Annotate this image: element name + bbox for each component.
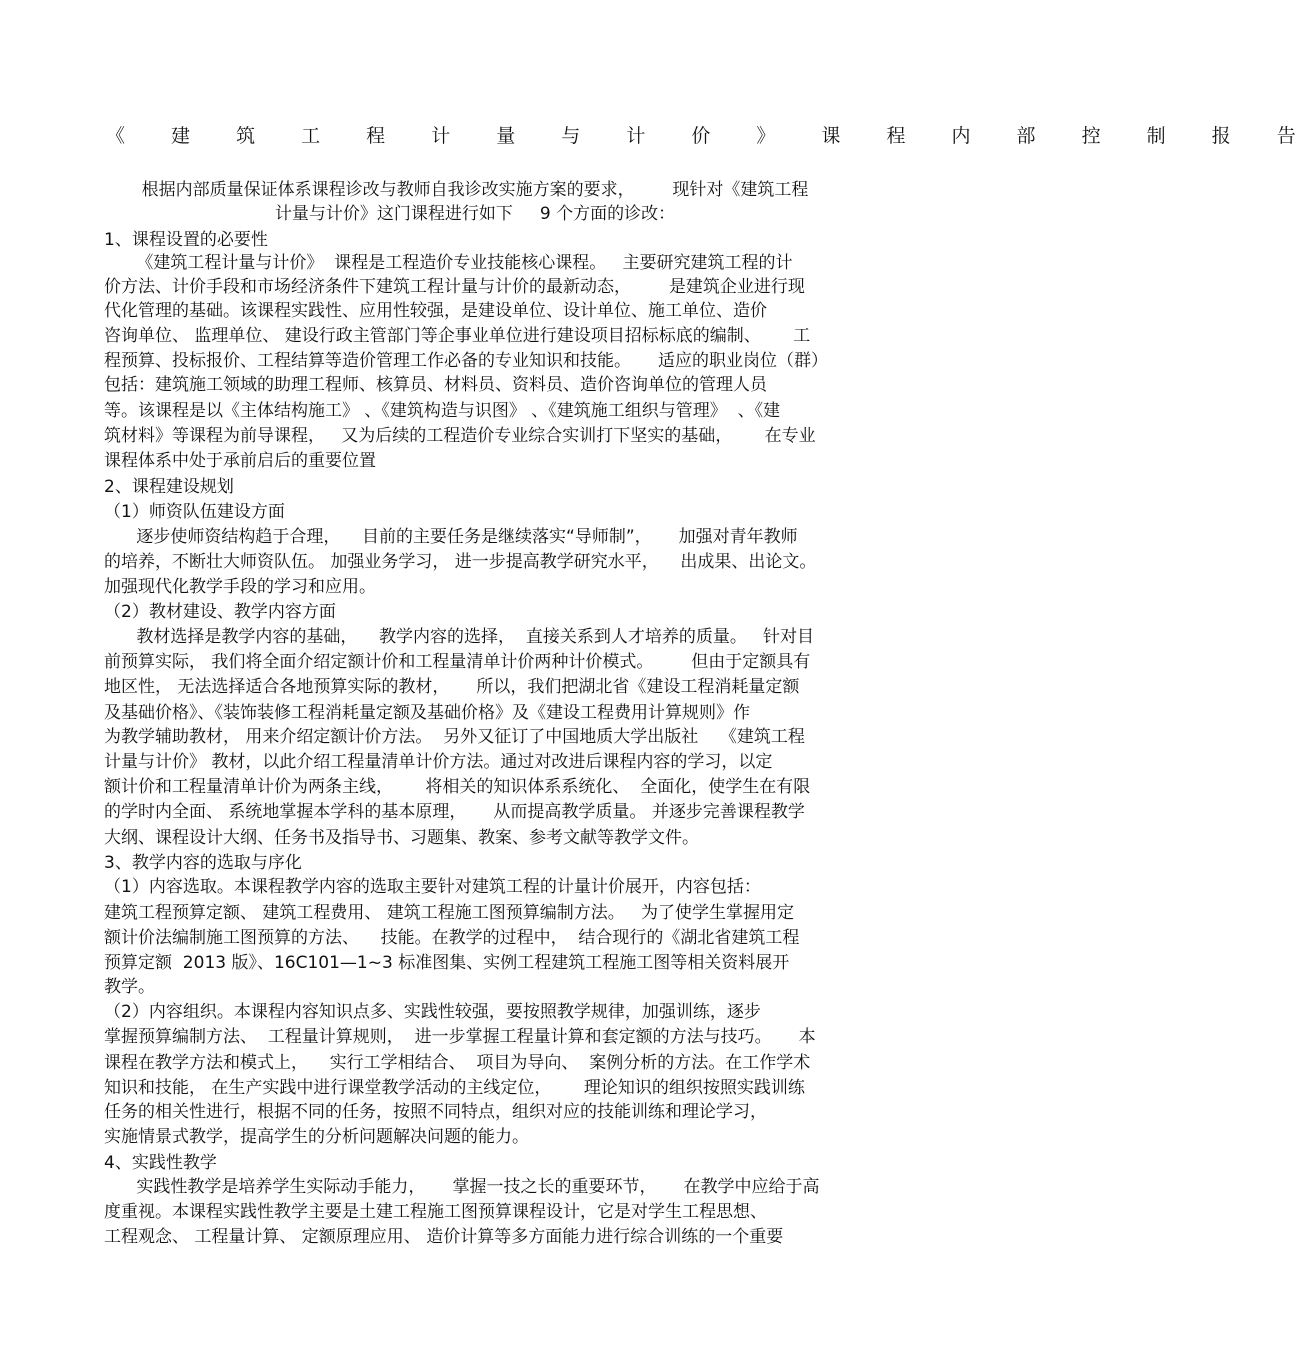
paragraph-line: 教学。: [104, 977, 155, 997]
paragraph-line: 代化管理的基础。该课程实践性、应用性较强，是建设单位、设计单位、施工单位、造价: [104, 301, 767, 321]
paragraph-line: 地区性， 无法选择适合各地预算实际的教材， 所以，我们把湖北省《建设工程消耗量定额: [104, 677, 800, 697]
paragraph-line: 逐步使师资结构趋于合理， 目前的主要任务是继续落实“导师制”， 加强对青年教师: [104, 527, 798, 547]
paragraph-line: 工程观念、 工程量计算、 定额原理应用、 造价计算等多方面能力进行综合训练的一个重要: [104, 1227, 784, 1247]
section-heading: 1、课程设置的必要性: [104, 230, 268, 250]
paragraph-line: 教材选择是教学内容的基础， 教学内容的选择， 直接关系到人才培养的质量。 针对目: [104, 627, 815, 647]
section-heading: 3、教学内容的选取与序化: [104, 853, 302, 873]
paragraph-line: 《建筑工程计量与计价》 课程是工程造价专业技能核心课程。 主要研究建筑工程的计: [104, 253, 793, 273]
paragraph-line: 及基础价格》、《装饰装修工程消耗量定额及基础价格》及《建设工程费用计算规则》作: [104, 703, 750, 723]
paragraph-line: 为教学辅助教材， 用来介绍定额计价方法。 另外又征订了中国地质大学出版社 《建筑工程: [104, 727, 805, 747]
document-title: 《 建 筑 工 程 计 量 与 计 价 》 课 程 内 部 控 制 报 告: [106, 125, 1316, 147]
paragraph-line: 价方法、计价手段和市场经济条件下建筑工程计量与计价的最新动态， 是建筑企业进行现: [104, 277, 805, 297]
subsection-heading: （1）师资队伍建设方面: [104, 502, 285, 522]
paragraph-line: （2）内容组织。本课程内容知识点多、实践性较强，要按照教学规律，加强训练，逐步: [104, 1002, 761, 1022]
paragraph-line: 度重视。本课程实践性教学主要是土建工程施工图预算课程设计，它是对学生工程思想、: [104, 1202, 767, 1222]
intro-line: 根据内部质量保证体系课程诊改与教师自我诊改实施方案的要求， 现针对《建筑工程: [141, 180, 809, 200]
paragraph-line: 的培养，不断壮大师资队伍。 加强业务学习， 进一步提高教学研究水平， 出成果、出论文。: [104, 552, 817, 572]
paragraph-line: 计量与计价》 教材，以此介绍工程量清单计价方法。通过对改进后课程内容的学习，以定: [104, 752, 773, 772]
paragraph-line: 任务的相关性进行，根据不同的任务，按照不同特点，组织对应的技能训练和理论学习，: [104, 1102, 767, 1122]
paragraph-line: 筑材料》等课程为前导课程， 又为后续的工程造价专业综合实训打下坚实的基础， 在专业: [104, 426, 816, 446]
paragraph-line: 掌握预算编制方法、 工程量计算规则， 进一步掌握工程量计算和套定额的方法与技巧。 本: [104, 1027, 816, 1047]
paragraph-line: 预算定额 2013 版》、16C101—1~3 标准图集、实例工程建筑工程施工图等相关资料展开: [104, 953, 790, 973]
paragraph-line: 实施情景式教学，提高学生的分析问题解决问题的能力。: [104, 1127, 529, 1147]
paragraph-line: 实践性教学是培养学生实际动手能力， 掌握一技之长的重要环节， 在教学中应给于高: [104, 1177, 820, 1197]
paragraph-line: 咨询单位、 监理单位、 建设行政主管部门等企事业单位进行建设项目招标标底的编制、 工: [104, 326, 811, 346]
paragraph-line: （1）内容选取。本课程教学内容的选取主要针对建筑工程的计量计价展开，内容包括：: [104, 877, 761, 897]
paragraph-line: 知识和技能， 在生产实践中进行课堂教学活动的主线定位， 理论知识的组织按照实践训练: [104, 1078, 805, 1098]
paragraph-line: 等。该课程是以《主体结构施工》 、《建筑构造与识图》 、《建筑施工组织与管理》 、《建: [104, 401, 781, 421]
section-heading: 4、实践性教学: [104, 1153, 217, 1173]
paragraph-line: 程预算、投标报价、工程结算等造价管理工作必备的专业知识和技能。 适应的职业岗位（群）: [104, 351, 829, 371]
section-heading: 2、课程建设规划: [104, 477, 234, 497]
paragraph-line: 包括：建筑施工领域的助理工程师、核算员、材料员、资料员、造价咨询单位的管理人员: [104, 375, 767, 395]
paragraph-line: 前预算实际， 我们将全面介绍定额计价和工程量清单计价两种计价模式。 但由于定额具有: [104, 652, 811, 672]
subsection-heading: （2）教材建设、教学内容方面: [104, 602, 336, 622]
paragraph-line: 的学时内全面、 系统地掌握本学科的基本原理， 从而提高教学质量。 并逐步完善课程教学: [104, 802, 805, 822]
intro-line: 计量与计价》这门课程进行如下 9 个方面的诊改：: [274, 204, 676, 224]
paragraph-line: 课程体系中处于承前启后的重要位置: [104, 451, 376, 471]
paragraph-line: 建筑工程预算定额、 建筑工程费用、 建筑工程施工图预算编制方法。 为了使学生掌握用定: [104, 903, 795, 923]
paragraph-line: 加强现代化教学手段的学习和应用。: [104, 577, 376, 597]
paragraph-line: 大纲、课程设计大纲、任务书及指导书、习题集、教案、参考文献等教学文件。: [104, 828, 699, 848]
paragraph-line: 额计价法编制施工图预算的方法、 技能。在教学的过程中， 结合现行的《湖北省建筑工程: [104, 928, 800, 948]
paragraph-line: 课程在教学方法和模式上， 实行工学相结合、 项目为导向、 案例分析的方法。在工作学术: [104, 1053, 811, 1073]
paragraph-line: 额计价和工程量清单计价为两条主线， 将相关的知识体系系统化、 全面化，使学生在有限: [104, 777, 811, 797]
